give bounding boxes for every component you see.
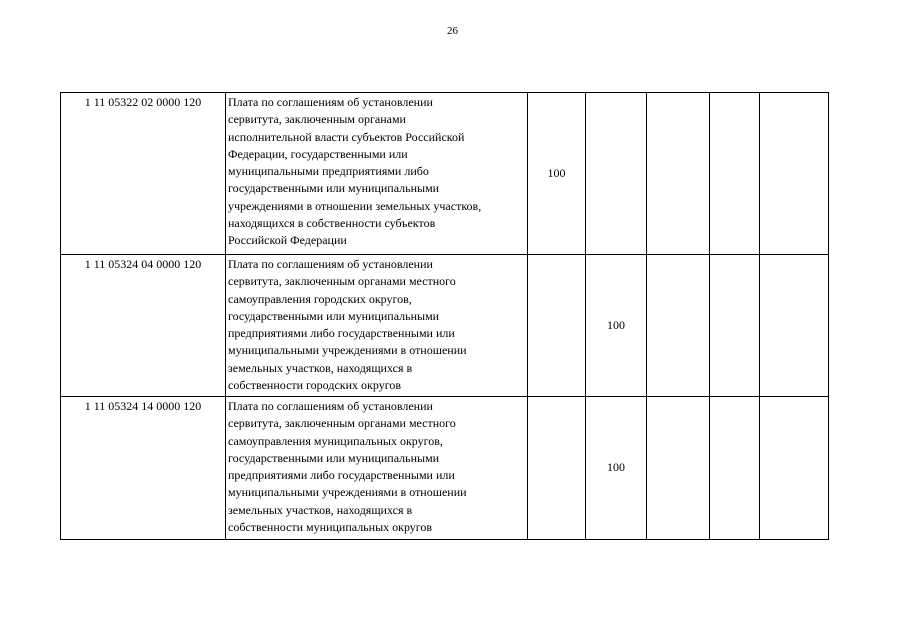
description-line: сервитута, заключенным органами местного	[228, 274, 456, 289]
description-cell	[226, 255, 528, 397]
budget-code-cell: 1 11 05324 14 0000 120	[61, 397, 226, 540]
value-cell	[528, 397, 586, 540]
page-number: 26	[447, 25, 458, 37]
description-line: Плата по соглашениям об установлении	[228, 95, 433, 109]
description-line: сервитута, заключенным органами	[228, 112, 406, 127]
value-cell	[647, 93, 710, 255]
description-line: муниципальными учреждениями в отношении	[228, 485, 467, 500]
description-cell	[226, 397, 528, 540]
value-cell: 100	[528, 93, 586, 255]
table-row	[61, 397, 829, 540]
description-line: предприятиями либо государственными или	[228, 326, 455, 341]
value-cell	[760, 255, 829, 397]
description-line: Российской Федерации	[228, 233, 347, 248]
revenue-table	[60, 92, 829, 540]
description-line: учреждениями в отношении земельных участков,	[228, 198, 482, 213]
value-cell	[710, 255, 760, 397]
description-line: Федерации, государственными или	[228, 146, 408, 161]
description-line: собственности городских округов	[228, 378, 401, 393]
description-line: муниципальными предприятиями либо	[228, 164, 429, 179]
value-cell	[710, 397, 760, 540]
description-line: собственности муниципальных округов	[228, 520, 433, 535]
description-line: земельных участков, находящихся в	[228, 502, 413, 517]
table-row	[61, 93, 829, 255]
value-cell	[528, 255, 586, 397]
table-row	[61, 255, 829, 397]
description-line: земельных участков, находящихся в	[228, 360, 413, 375]
description-line: государственными или муниципальными	[228, 181, 440, 196]
value-cell	[760, 397, 829, 540]
description-cell	[226, 93, 528, 255]
value-cell	[647, 397, 710, 540]
value-cell	[647, 255, 710, 397]
budget-code-cell: 1 11 05322 02 0000 120	[61, 93, 226, 255]
value-cell	[760, 93, 829, 255]
description-line: муниципальными учреждениями в отношении	[228, 343, 467, 358]
value-cell	[710, 93, 760, 255]
description-line: Плата по соглашениям об установлении	[228, 257, 433, 271]
description-line: исполнительной власти субъектов Российской	[228, 129, 465, 144]
description-line: государственными или муниципальными	[228, 450, 440, 465]
value-cell	[586, 93, 647, 255]
description-line: государственными или муниципальными	[228, 308, 440, 323]
description-line: самоуправления муниципальных округов,	[228, 433, 443, 448]
description-line: самоуправления городских округов,	[228, 291, 412, 306]
value-cell: 100	[586, 255, 647, 397]
description-line: сервитута, заключенным органами местного	[228, 416, 456, 431]
description-line: Плата по соглашениям об установлении	[228, 399, 433, 413]
budget-code-cell: 1 11 05324 04 0000 120	[61, 255, 226, 397]
description-line: находящихся в собственности субъектов	[228, 216, 436, 231]
description-line: предприятиями либо государственными или	[228, 468, 455, 483]
value-cell: 100	[586, 397, 647, 540]
